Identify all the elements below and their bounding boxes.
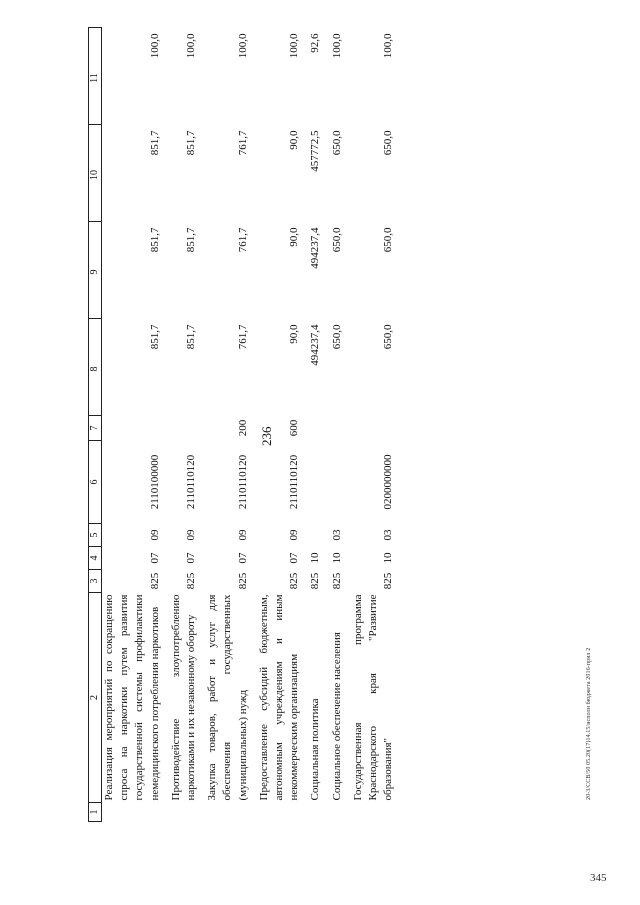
- row-code-5: 09: [236, 529, 249, 541]
- table-row: [169, 28, 205, 822]
- row-code-7: 200: [236, 419, 249, 437]
- row-code-6: 2110100000: [148, 454, 161, 510]
- row-value-11: 100,0: [236, 33, 249, 59]
- row-code-3: 825: [330, 572, 343, 590]
- row-value-11: 92,6: [309, 33, 322, 53]
- row-code-6: 2110110120: [185, 454, 198, 510]
- row-code-4: 07: [148, 552, 161, 564]
- table-row: [102, 28, 169, 822]
- row-code-7: 600: [288, 419, 301, 437]
- header-col-3: 3: [89, 570, 102, 593]
- row-code-3: 825: [236, 572, 249, 590]
- table-row: [205, 28, 257, 822]
- row-value-11: 100,0: [382, 33, 395, 59]
- header-col-6: 6: [89, 441, 102, 524]
- row-value-8: 650,0: [330, 324, 343, 350]
- row-value-11: 100,0: [185, 33, 198, 59]
- row-value-10: 851,7: [185, 130, 198, 156]
- row-value-8: 90,0: [288, 324, 301, 344]
- row-code-5: 03: [330, 529, 343, 541]
- row-name: Предоставление субсидий бюджетным, автономным учреждениям и иным некоммерческим организациям: [257, 594, 301, 801]
- row-value-10: 457772,5: [309, 130, 322, 172]
- row-code-7: [169, 416, 205, 441]
- row-value-11: 100,0: [330, 33, 343, 59]
- row-name: Социальное обеспечение населения: [330, 632, 343, 801]
- row-code-6: [308, 441, 329, 524]
- row-value-8: 650,0: [382, 324, 395, 350]
- row-name: Противодействие злоупотреблению наркотиками и их незаконному обороту: [169, 594, 198, 801]
- footer-document-code: 20-3/ССВ/50 05.20(17)14.15/исполн бюджета 2016-прил 2: [586, 647, 592, 800]
- row-value-9: 90,0: [288, 227, 301, 247]
- budget-table: [88, 27, 402, 822]
- row-code-6: [330, 441, 351, 524]
- row-value-9: 761,7: [236, 227, 249, 253]
- row-code-7: [330, 416, 351, 441]
- row-code-5: 09: [288, 529, 301, 541]
- table-row: [257, 28, 309, 822]
- row-code-3: 825: [309, 572, 322, 590]
- header-col-8: 8: [89, 319, 102, 416]
- row-value-8: 851,7: [185, 324, 198, 350]
- table-header-row: [89, 28, 102, 822]
- row-value-10: 650,0: [382, 130, 395, 156]
- row-value-10: 90,0: [288, 130, 301, 150]
- row-code-6: 0200000000: [382, 454, 395, 510]
- header-col-11: 11: [89, 28, 102, 125]
- bottom-corner-number: 345: [590, 872, 607, 884]
- row-code-5: 09: [148, 529, 161, 541]
- row-code-3: 825: [185, 572, 198, 590]
- row-value-9: 851,7: [185, 227, 198, 253]
- row-value-10: 761,7: [236, 130, 249, 156]
- row-code-4: 10: [309, 552, 322, 564]
- table-row: [308, 28, 329, 822]
- row-value-11: 100,0: [288, 33, 301, 59]
- header-col-2: 2: [89, 593, 102, 803]
- header-col-4: 4: [89, 547, 102, 570]
- row-code-3: 825: [148, 572, 161, 590]
- row-code-4: 07: [236, 552, 249, 564]
- row-code-3: 825: [288, 572, 301, 590]
- row-value-10: 650,0: [330, 130, 343, 156]
- header-col-5: 5: [89, 524, 102, 547]
- row-name: Государственная программа Краснодарского края "Развитие образования": [351, 594, 395, 801]
- row-code-5: 03: [382, 529, 395, 541]
- row-code-7: [351, 416, 403, 441]
- row-code-4: 07: [288, 552, 301, 564]
- row-value-8: 494237,4: [309, 324, 322, 366]
- table-row: [351, 28, 403, 822]
- row-code-7: [102, 416, 169, 441]
- row-name: Закупка товаров, работ и услуг для обеспечения государственных (муниципальных) нужд: [206, 594, 249, 801]
- row-code-5: [308, 524, 329, 547]
- row-name: Реализация мероприятий по сокращению спроса на наркотики путем развития государственной системы профилактики немедицинского потребления наркотиков: [103, 594, 161, 801]
- row-value-9: 851,7: [148, 227, 161, 253]
- row-value-8: 761,7: [236, 324, 249, 350]
- row-value-11: 100,0: [148, 33, 161, 59]
- row-code-3: 825: [382, 572, 395, 590]
- row-code-5: 09: [185, 529, 198, 541]
- header-col-1: 1: [89, 803, 102, 822]
- row-value-9: 650,0: [330, 227, 343, 253]
- row-code-4: 07: [185, 552, 198, 564]
- header-col-10: 10: [89, 125, 102, 222]
- row-code-4: 10: [330, 552, 343, 564]
- header-col-7: 7: [89, 416, 102, 441]
- page-number: 236: [259, 426, 274, 446]
- row-value-9: 494237,4: [309, 227, 322, 269]
- row-name: Социальная политика: [309, 698, 322, 801]
- row-code-7: [308, 416, 329, 441]
- row-code-6: 2110110120: [288, 454, 301, 510]
- row-value-9: 650,0: [382, 227, 395, 253]
- row-code-4: 10: [382, 552, 395, 564]
- row-value-10: 851,7: [148, 130, 161, 156]
- row-value-8: 851,7: [148, 324, 161, 350]
- table-row: [330, 28, 351, 822]
- rotated-table-container: [88, 33, 558, 822]
- header-col-9: 9: [89, 222, 102, 319]
- row-code-6: 2110110120: [236, 454, 249, 510]
